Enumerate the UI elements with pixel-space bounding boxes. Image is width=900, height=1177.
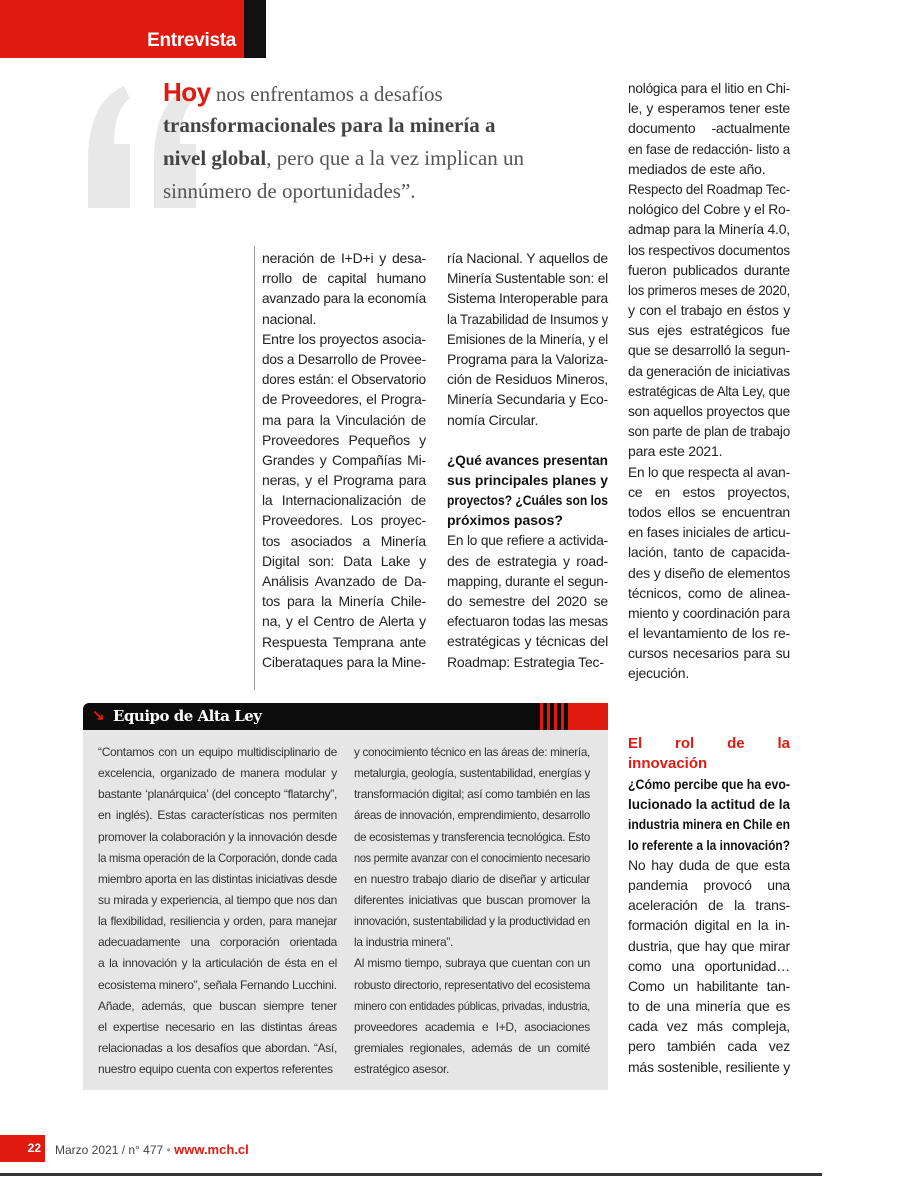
text-line-content: Grandes y Compañías Mi-: [262, 451, 426, 468]
text-line-content: los respectivos documentos: [628, 241, 790, 258]
text-line-content: ría Nacional. Y aquellos de: [447, 250, 608, 266]
text-line: [262, 369, 426, 389]
text-line: [447, 268, 608, 288]
text-line: [98, 996, 337, 1017]
text-line-content: documento -actualmente: [628, 120, 790, 137]
text-line: [354, 890, 590, 911]
text-line-content: le, y esperamos tener este: [628, 100, 790, 117]
text-line-content: son parte de plan de trabajo: [628, 423, 790, 440]
text-line: [628, 563, 790, 583]
text-line-content: Minería Secundaria y Eco-: [447, 391, 608, 408]
text-line-content: en inglés). Estas características nos permiten: [98, 808, 337, 823]
text-line: [354, 869, 590, 890]
text-line: [262, 632, 426, 652]
text-line-content: bastante ‘planárquica’ (del concepto “flatarchy”,: [98, 787, 337, 802]
text-line-content: todos ellos se encuentran: [628, 503, 790, 520]
text-line: [447, 591, 608, 611]
footer-rule: [0, 1173, 822, 1176]
text-line-content: lación, tanto de capacida-: [628, 544, 790, 561]
text-line: [628, 956, 790, 976]
text-line: [447, 490, 608, 510]
text-line: [447, 652, 608, 672]
issue-info: Marzo 2021 / n° 477: [55, 1143, 164, 1157]
text-line-content: avanzado para la economía: [262, 290, 426, 307]
text-line: [98, 911, 337, 932]
text-line: [354, 1038, 590, 1059]
text-line: [447, 329, 608, 349]
text-line-content: sus ejes estratégicos fue: [628, 322, 790, 339]
text-line-content: el levantamiento de los re-: [628, 625, 790, 642]
text-line-content: ce en estos proyectos,: [628, 483, 790, 500]
text-line-content: Añade, además, que buscan siempre tener: [98, 998, 337, 1013]
text-line-content: pero también cada vez: [628, 1038, 790, 1055]
header-stripe: [547, 703, 550, 730]
text-line: [262, 329, 426, 349]
text-line: [98, 953, 337, 974]
text-line-content: Ciberataques para la Mine-: [262, 653, 426, 670]
text-line: [628, 936, 790, 956]
header-stripe: [561, 703, 564, 730]
text-line-content: a la innovación y la articulación de ésta en el: [98, 956, 337, 971]
text-line-content: promover la colaboración y la innovación desde: [98, 829, 337, 844]
text-line-content: na, y el Centro de Alerta y: [262, 613, 426, 630]
separator: •: [166, 1143, 171, 1157]
pull-quote-line: [163, 76, 613, 109]
text-line: [628, 835, 790, 855]
text-line: [354, 848, 590, 869]
text-line-content: cursos necesarios para su: [628, 645, 790, 662]
text-line-content: el expertise necesario en las distintas áreas: [98, 1019, 337, 1034]
text-line: [628, 462, 790, 482]
text-line: [262, 309, 426, 329]
text-line-content: dores están: el Observatorio: [262, 371, 426, 388]
text-line-content: tos asociados a Minería: [262, 532, 426, 549]
text-line-content: ¿Cómo percibe que ha evo-: [628, 776, 790, 792]
text-line: [628, 98, 790, 118]
text-line: [98, 763, 337, 784]
text-line: [98, 827, 337, 848]
pull-quote: [163, 76, 613, 208]
article-column-1: [262, 248, 426, 672]
text-line-content: ejecución.: [628, 665, 690, 682]
text-line: [262, 470, 426, 490]
text-line: [628, 976, 790, 996]
paragraph-group: [447, 248, 608, 430]
text-line: [447, 349, 608, 369]
text-line: [447, 309, 608, 329]
text-line: [628, 774, 790, 794]
text-line: [628, 300, 790, 320]
text-line-content: nos permite avanzar con el conocimiento necesario: [354, 850, 590, 865]
header-stripe: [540, 703, 543, 730]
text-line: [628, 401, 790, 421]
paragraph-group: [354, 742, 590, 1080]
paragraph-group: [447, 530, 608, 671]
pull-quote-line: [163, 175, 613, 208]
text-line: [628, 381, 790, 401]
text-line: [628, 996, 790, 1016]
text-line: [98, 742, 337, 763]
question-heading: [628, 774, 790, 855]
text-line: [262, 490, 426, 510]
text-line: [98, 848, 337, 869]
text-line-content: y conocimiento técnico en las áreas de: minería,: [354, 745, 590, 759]
text-line: [262, 450, 426, 470]
text-line: [98, 1017, 337, 1038]
text-line: [628, 522, 790, 542]
text-line-content: adecuadamente una corporación orientada: [98, 935, 337, 950]
text-line-content: fueron publicados durante: [628, 261, 790, 278]
text-line-content: pandemia provocó una: [628, 876, 790, 893]
footer-info: [55, 1142, 249, 1157]
text-line: [628, 482, 790, 502]
text-line-content: más sostenible, resiliente y: [628, 1058, 790, 1075]
text-line-content: Minería Sustentable son: el: [447, 270, 608, 287]
text-line-content: minero con entidades públicas, privadas, industria,: [354, 998, 590, 1013]
text-line-content: la Internacionalización de: [262, 492, 426, 509]
text-line: [354, 784, 590, 805]
text-line: [447, 510, 608, 530]
text-line: [447, 530, 608, 550]
text-line-content: robusto directorio, representativo del ecosistema: [354, 977, 590, 992]
text-line: [262, 531, 426, 551]
text-line-content: los primeros meses de 2020,: [628, 281, 790, 298]
pull-quote-line: [163, 109, 613, 142]
text-line: [98, 1038, 337, 1059]
text-line-content: “Contamos con un equipo multidisciplinario de: [98, 745, 337, 759]
text-line: [354, 805, 590, 826]
text-line-content: innovación: [628, 755, 708, 772]
text-line: [628, 663, 790, 683]
text-line: [628, 855, 790, 875]
text-line-content: estratégico asesor.: [354, 1062, 450, 1077]
text-line: [628, 623, 790, 643]
text-line-content: Proveedores. Los proyec-: [262, 512, 426, 529]
article-column-3: [628, 78, 790, 684]
text-line: [628, 361, 790, 381]
text-line: [447, 369, 608, 389]
text-line: [628, 502, 790, 522]
section-banner-accent: [244, 0, 266, 58]
text-line: [447, 389, 608, 409]
pull-quote-highlight: Hoy: [163, 77, 211, 107]
text-line: [447, 248, 608, 268]
text-line-content: Emisiones de la Minería, y el: [447, 330, 608, 347]
text-line-content: transformación digital; así como también en las: [354, 787, 590, 802]
text-line: [628, 219, 790, 239]
paragraph-group: [628, 855, 790, 1077]
text-line: [262, 551, 426, 571]
text-line-content: En lo que refiere a activida-: [447, 532, 608, 549]
text-line-content: proyectos? ¿Cuáles son los: [447, 492, 608, 509]
text-line-content: la flexibilidad, resiliencia y orden, para manejar: [98, 914, 337, 929]
text-line-content: técnicos, como de alinea-: [628, 584, 790, 601]
text-line-content: de Proveedores, el Progra-: [262, 391, 426, 408]
quote-mark-left-stroke: [88, 86, 130, 208]
article-column-2: [447, 248, 608, 672]
text-line-content: aceleración de la trans-: [628, 897, 790, 914]
text-line-content: da generación de iniciativas: [628, 362, 790, 379]
text-line-content: des y diseño de elementos: [628, 564, 790, 581]
text-line: [262, 591, 426, 611]
text-line-content: to de una minería que es: [628, 998, 790, 1015]
text-line: [628, 915, 790, 935]
text-line-content: efectuaron todas las mesas: [447, 613, 608, 630]
text-line: [447, 631, 608, 651]
text-line-content: Respuesta Temprana ante: [262, 633, 426, 650]
text-line: [354, 911, 590, 932]
text-line-content: Sistema Interoperable para: [447, 290, 608, 307]
text-line: [98, 784, 337, 805]
paragraph-group: [98, 742, 337, 1080]
text-line-content: miembro aporta en las distintas iniciativas desde: [98, 871, 337, 886]
pull-quote-bold: transformacionales para la minería a: [163, 113, 496, 137]
text-line-content: de ecosistemas y transferencia tecnológica. Esto: [354, 829, 590, 844]
text-line: [262, 611, 426, 631]
pull-quote-text: , pero que a la vez implican un: [266, 146, 525, 170]
arrow-down-right-icon: ↘: [92, 707, 105, 724]
text-line-content: la industria minera”.: [354, 935, 454, 950]
text-line-content: la misma operación de la Corporación, donde cada: [98, 850, 337, 865]
text-line-content: ma para la Vinculación de: [262, 411, 426, 428]
text-line: [628, 1057, 790, 1077]
text-line-content: neración de I+D+i y desa-: [262, 250, 426, 266]
text-line-content: para este 2021.: [628, 443, 723, 460]
page-number: 22: [27, 1141, 41, 1155]
text-line: [262, 248, 426, 268]
text-line: [262, 288, 426, 308]
question-heading: [447, 450, 608, 531]
text-line-content: des de estrategia y road-: [447, 552, 608, 569]
text-line-content: relacionadas a los desafíos que abordan. “Así,: [98, 1040, 337, 1055]
text-line-content: ecosistema minero”, señala Fernando Lucchini.: [98, 977, 337, 992]
text-line: [262, 510, 426, 530]
text-line-content: próximos pasos?: [447, 512, 563, 529]
text-line-content: Proveedores Pequeños y: [262, 431, 426, 448]
text-line-content: No hay duda de que esta: [628, 856, 790, 873]
text-line-content: Entre los proyectos asocia-: [262, 330, 426, 347]
text-line-content: Programa para la Valoriza-: [447, 350, 608, 367]
text-line-content: excelencia, organizado de manera modular y: [98, 766, 337, 781]
text-line-content: admap para la Minería 4.0,: [628, 221, 790, 238]
text-line: [262, 268, 426, 288]
text-line: [354, 975, 590, 996]
text-line: [447, 450, 608, 470]
text-line: [98, 869, 337, 890]
text-line: [628, 754, 790, 774]
text-line: [262, 389, 426, 409]
text-line-content: y con el trabajo en éstos y: [628, 302, 790, 319]
text-line: [628, 583, 790, 603]
text-line: [262, 652, 426, 672]
text-line: [628, 875, 790, 895]
text-line: [447, 410, 608, 430]
text-line-content: ¿Qué avances presentan: [447, 451, 608, 468]
text-line: [628, 159, 790, 179]
text-line: [628, 179, 790, 199]
text-line-content: rrollo de capital humano: [262, 270, 426, 287]
paragraph-group: [628, 78, 790, 684]
text-line: [354, 1017, 590, 1038]
pull-quote-bold: nivel global: [163, 146, 267, 170]
text-line-content: mediados de este año.: [628, 160, 766, 177]
header-stripe: [568, 703, 608, 730]
text-line-content: diferentes iniciativas que buscan promover la: [354, 892, 590, 907]
text-line-content: nológica para el litio en Chi-: [628, 80, 790, 96]
text-line: [628, 794, 790, 814]
text-line: [447, 288, 608, 308]
text-line-content: miento y coordinación para: [628, 604, 790, 621]
paragraph-group: [262, 248, 426, 672]
text-line-content: industria minera en Chile en: [628, 816, 790, 833]
text-line: [628, 895, 790, 915]
text-line: [628, 240, 790, 260]
text-line: [628, 814, 790, 834]
text-line-content: nológico del Cobre y el Ro-: [628, 201, 790, 218]
section-label: Entrevista: [147, 30, 236, 51]
sidebar-box-column-left: [98, 742, 337, 1080]
sidebar-box-column-right: [354, 742, 590, 1080]
text-line-content: son aquellos proyectos que: [628, 403, 790, 419]
text-line-content: nomía Circular.: [447, 411, 539, 428]
text-line: [447, 470, 608, 490]
text-line: [262, 430, 426, 450]
text-line: [628, 421, 790, 441]
text-line-content: neras, y el Programa para: [262, 472, 426, 489]
text-line: [628, 280, 790, 300]
text-line: [354, 996, 590, 1017]
text-line-content: nacional.: [262, 310, 317, 327]
text-line: [354, 827, 590, 848]
text-line: [262, 410, 426, 430]
text-line-content: gremiales regionales, además de un comité: [354, 1040, 590, 1055]
pull-quote-text: nos enfrentamos a desafíos: [210, 82, 443, 106]
text-line: [354, 932, 590, 953]
text-line-content: dustria, que hay que mirar: [628, 937, 790, 954]
text-line: [628, 1016, 790, 1036]
sidebar-box-title: Equipo de Alta Ley: [113, 707, 262, 725]
column-rule: [254, 246, 255, 690]
text-line-content: en fase de redacción- listo a: [628, 140, 790, 157]
text-line: [354, 1059, 590, 1080]
text-line: [628, 734, 790, 754]
text-line-content: nuestro equipo cuenta con expertos referentes: [98, 1062, 333, 1077]
text-line-content: Digital son: Data Lake y: [262, 552, 426, 569]
text-line-content: la Trazabilidad de Insumos y: [447, 310, 608, 327]
website-link[interactable]: www.mch.cl: [174, 1142, 249, 1157]
text-line-content: como una oportunidad…: [628, 957, 790, 974]
text-line: [628, 542, 790, 562]
text-line-content: que se desarrolló la segun-: [628, 342, 790, 359]
text-line: [628, 320, 790, 340]
text-line-content: Como un habilitante tan-: [628, 977, 790, 994]
text-line: [98, 975, 337, 996]
text-line: [628, 340, 790, 360]
pull-quote-line: [163, 142, 613, 175]
text-line-content: lucionado la actitud de la: [628, 796, 790, 813]
text-line-content: estratégicas de Alta Ley, que: [628, 382, 790, 399]
text-line-content: do semestre del 2020 se: [447, 593, 608, 609]
text-line: [354, 953, 590, 974]
text-line: [98, 932, 337, 953]
text-line-content: en nuestro trabajo diario de diseñar y articular: [354, 871, 590, 886]
text-line-content: estratégicas y técnicas del: [447, 633, 608, 650]
text-line: [354, 742, 590, 763]
text-line: [628, 643, 790, 663]
text-line-content: El rol de la: [628, 735, 790, 752]
text-line-content: ción de Residuos Mineros,: [447, 371, 608, 388]
text-line-content: Análisis Avanzado de Da-: [262, 573, 426, 589]
text-line: [98, 890, 337, 911]
text-line: [98, 1059, 337, 1080]
text-line-content: cada vez más compleja,: [628, 1018, 790, 1035]
text-line: [262, 349, 426, 369]
text-line-content: tos para la Minería Chile-: [262, 593, 426, 610]
text-line: [98, 805, 337, 826]
text-line: [628, 260, 790, 280]
text-line-content: proveedores academia e I+D, asociaciones: [354, 1019, 590, 1034]
text-line: [628, 1036, 790, 1056]
text-line-content: Respecto del Roadmap Tec-: [628, 180, 790, 197]
text-line-content: áreas de innovación, emprendimiento, desarrollo: [354, 808, 590, 823]
text-line: [447, 551, 608, 571]
subheading: [628, 734, 790, 774]
text-line-content: Roadmap: Estrategia Tec-: [447, 653, 604, 670]
text-line: [628, 441, 790, 461]
text-line-content: dos a Desarrollo de Provee-: [262, 350, 426, 367]
pull-quote-text: sinnúmero de oportunidades”.: [163, 179, 416, 203]
text-line-content: metalurgia, geología, sustentabilidad, energías y: [354, 766, 590, 781]
text-line-content: su mirada y experiencia, al tiempo que nos dan: [98, 892, 337, 907]
text-line: [628, 139, 790, 159]
text-line-content: sus principales planes y: [447, 471, 608, 488]
text-line: [447, 611, 608, 631]
text-line: [628, 78, 790, 98]
text-line-content: innovación, sustentabilidad y la productividad en: [354, 914, 590, 929]
text-line-content: formación digital en la in-: [628, 917, 790, 934]
header-stripe: [554, 703, 557, 730]
text-line-content: Al mismo tiempo, subraya que cuentan con un: [354, 956, 590, 971]
text-line: [447, 571, 608, 591]
text-line: [262, 571, 426, 591]
article-column-3-lower: [628, 734, 790, 1077]
text-line: [628, 199, 790, 219]
text-line: [628, 603, 790, 623]
text-line-content: lo referente a la innovación?: [628, 836, 790, 853]
text-line: [354, 763, 590, 784]
text-line-content: En lo que respecta al avan-: [628, 463, 790, 480]
text-line-content: en fases iniciales de articu-: [628, 524, 790, 541]
text-line: [628, 118, 790, 138]
text-line-content: mapping, durante el segun-: [447, 572, 608, 589]
